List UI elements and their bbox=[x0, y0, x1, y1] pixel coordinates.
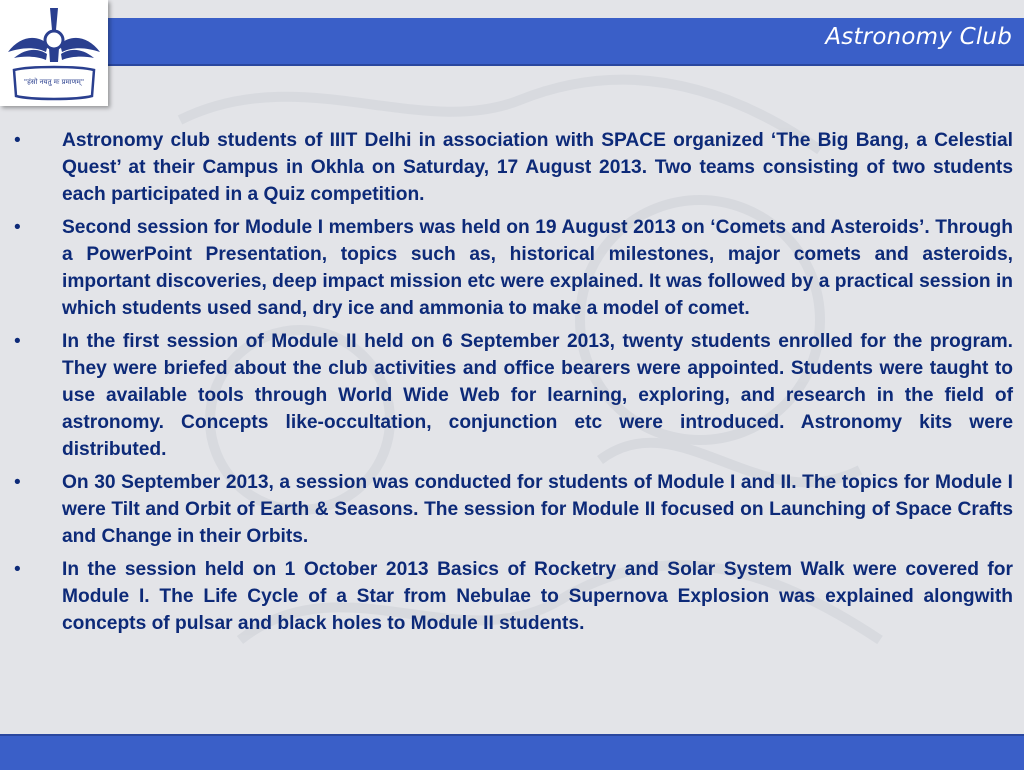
list-item bbox=[12, 214, 1013, 322]
list-item-text: On 30 September 2013, a session was conducted for students of Module I and II. The topics for Module I were Tilt and Orbit of Earth & Seasons. The session for Module II focused on Launching of Space Crafts and Change in their Orbits. bbox=[62, 472, 1013, 547]
footer-bar bbox=[0, 734, 1024, 770]
list-item-text: Second session for Module I members was held on 19 August 2013 on ‘Comets and Asteroids’. Through a PowerPoint Presentation, topics such as, historical milestones, major comets and asteroids, important discoveries, deep impact mission etc were explained. It was followed by a practical session in which students used sand, dry ice and ammonia to make a model of comet. bbox=[62, 217, 1013, 319]
list-item bbox=[12, 328, 1013, 463]
list-item bbox=[12, 127, 1013, 208]
list-item bbox=[12, 469, 1013, 550]
bullet-list bbox=[12, 127, 1013, 643]
logo bbox=[0, 0, 108, 106]
logo-motto: "हंसो नयतु मः प्रमाणम्" bbox=[23, 78, 85, 86]
list-item bbox=[12, 556, 1013, 637]
list-item-text: Astronomy club students of IIIT Delhi in association with SPACE organized ‘The Big Bang, a Celestial Quest’ at their Campus in Okhla on Saturday, 17 August 2013. Two teams consisting of two students each participated in a Quiz competition. bbox=[62, 130, 1013, 205]
bullet-marker: • bbox=[14, 559, 21, 580]
bullet-marker: • bbox=[14, 217, 21, 238]
list-item-text: In the session held on 1 October 2013 Basics of Rocketry and Solar System Walk were covered for Module I. The Life Cycle of a Star from Nebulae to Supernova Explosion was explained alongwith concepts of pulsar and black holes to Module II students. bbox=[62, 559, 1013, 634]
list-item-text: In the first session of Module II held on 6 September 2013, twenty students enrolled for the program. They were briefed about the club activities and office bearers were appointed. Students were taught to use available tools through World Wide Web for learning, exploring, and research in the field of astronomy. Concepts like-occultation, conjunction etc were introduced. Astronomy kits were distributed. bbox=[62, 331, 1013, 460]
emblem-icon bbox=[0, 0, 108, 106]
bullet-marker: • bbox=[14, 331, 21, 352]
header-bar bbox=[0, 18, 1024, 66]
slide-title: Astronomy Club bbox=[825, 24, 1012, 50]
bullet-marker: • bbox=[14, 130, 21, 151]
bullet-marker: • bbox=[14, 472, 21, 493]
